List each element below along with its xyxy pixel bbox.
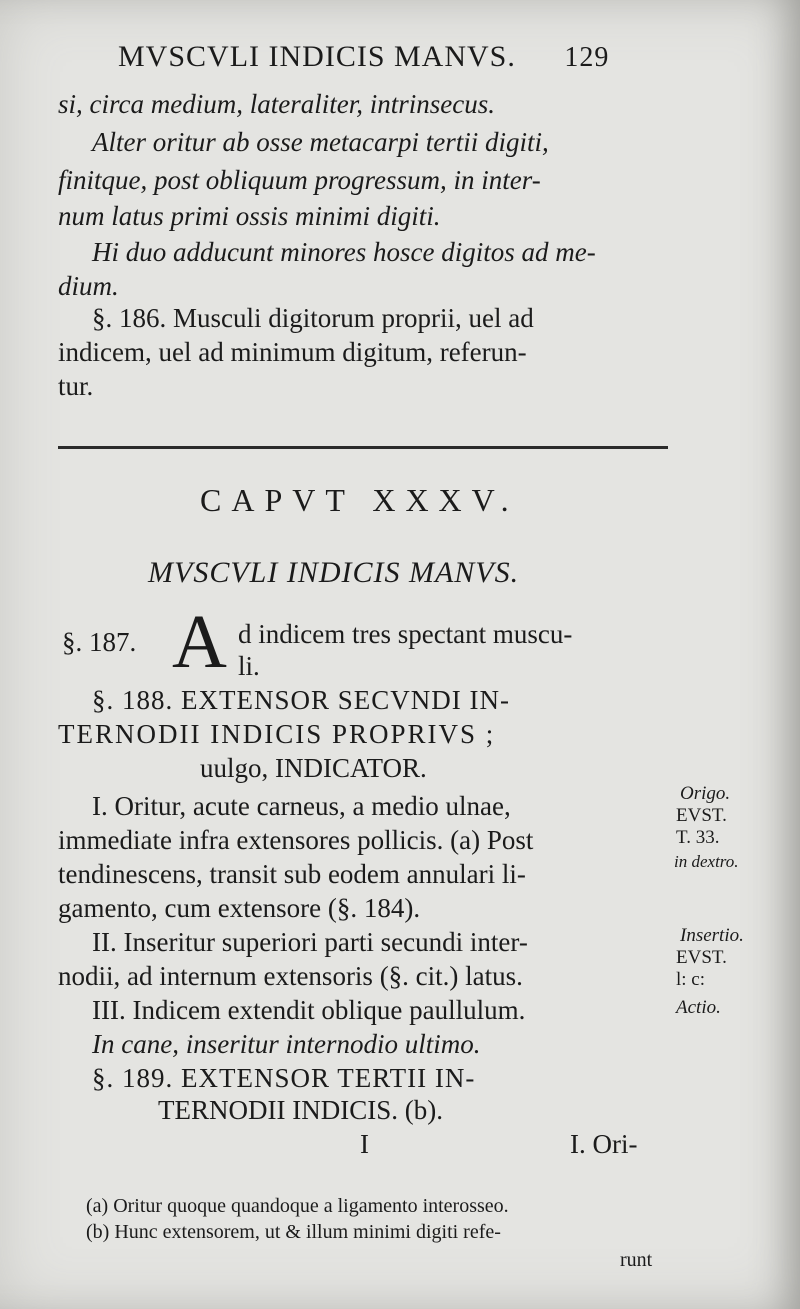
text-line: tendinescens, transit sub eodem annulari li- xyxy=(58,859,526,889)
page-number: 129 xyxy=(564,42,610,73)
text-line: Hi duo adducunt minores hosce digitos ad me- xyxy=(92,237,596,267)
section-heading: §. 189. EXTENSOR TERTII IN- xyxy=(92,1063,476,1093)
text-line: gamento, cum extensore (§. 184). xyxy=(58,893,421,923)
margin-note: EVST. xyxy=(676,805,727,826)
margin-note: T. 33. xyxy=(676,827,720,848)
section-heading: TERNODII INDICIS PROPRIVS ; xyxy=(58,719,496,749)
text-line: tur. xyxy=(58,371,94,401)
text-line: immediate infra extensores pollicis. (a) Post xyxy=(58,825,534,855)
margin-note: Origo. xyxy=(680,783,731,804)
text-line: nodii, ad internum extensoris (§. cit.) latus. xyxy=(58,961,523,991)
text-line: d indicem tres spectant muscu- xyxy=(238,619,573,649)
margin-note: Actio. xyxy=(676,997,721,1018)
text-line: II. Inseritur superiori parti secundi inter- xyxy=(92,927,528,957)
text-line: Alter oritur ab osse metacarpi tertii digiti, xyxy=(92,127,549,157)
catchword: I. Ori- xyxy=(570,1129,638,1159)
section-heading: uulgo, INDICATOR. xyxy=(200,753,427,783)
text-line: si, circa medium, lateraliter, intrinsecus. xyxy=(58,89,495,119)
text-line: finitque, post obliquum progressum, in inter- xyxy=(58,165,541,195)
margin-note: l: c: xyxy=(676,969,706,990)
text-line: dium. xyxy=(58,271,119,301)
section-number: §. 187. xyxy=(62,627,137,657)
section-divider xyxy=(58,446,668,449)
margin-note: in dextro. xyxy=(674,852,739,871)
footnote: (a) Oritur quoque quandoque a ligamento interosseo. xyxy=(86,1195,509,1217)
footnote: (b) Hunc extensorem, ut & illum minimi digiti refe- xyxy=(86,1221,501,1243)
section-heading: §. 188. EXTENSOR SECVNDI IN- xyxy=(92,685,510,715)
text-line: I xyxy=(360,1129,369,1159)
text-line: li. xyxy=(238,651,260,681)
margin-note: EVST. xyxy=(676,947,727,968)
text-line: §. 186. Musculi digitorum proprii, uel ad xyxy=(92,303,534,333)
text-line: In cane, inseritur internodio ultimo. xyxy=(92,1029,481,1059)
text-line: num latus primi ossis minimi digiti. xyxy=(58,201,441,231)
drop-cap: A xyxy=(172,600,227,684)
chapter-heading: CAPVT XXXV. xyxy=(200,482,519,518)
footnote: runt xyxy=(620,1249,653,1271)
text-line: indicem, uel ad minimum digitum, referun- xyxy=(58,337,527,367)
running-head-title: MVSCVLI INDICIS MANVS. xyxy=(118,40,516,73)
section-heading: TERNODII INDICIS. (b). xyxy=(158,1095,443,1125)
chapter-subtitle: MVSCVLI INDICIS MANVS. xyxy=(148,556,520,589)
text-line: III. Indicem extendit oblique paullulum. xyxy=(92,995,526,1025)
text-line: I. Oritur, acute carneus, a medio ulnae, xyxy=(92,791,511,821)
running-head xyxy=(118,40,609,74)
margin-note: Insertio. xyxy=(680,925,744,946)
